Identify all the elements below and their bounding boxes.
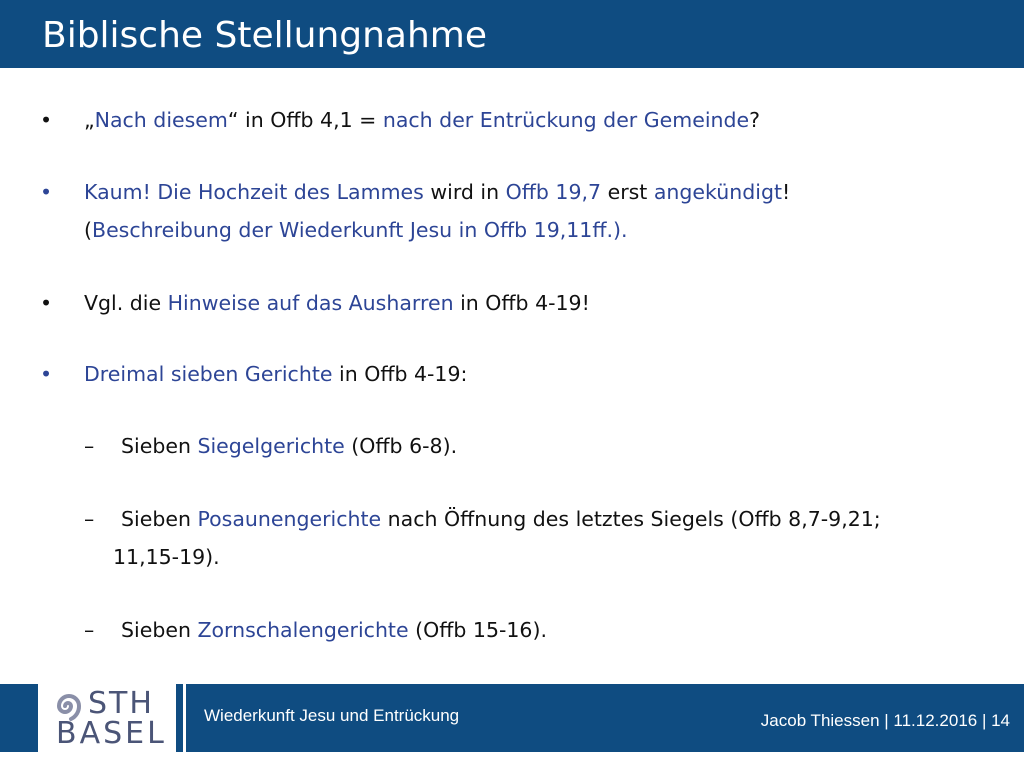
dash-marker: – <box>84 434 95 458</box>
sub-text: Sieben <box>121 434 198 458</box>
page-title: Biblische Stellungnahme <box>42 15 488 56</box>
bullet-text: in Offb 4-19: <box>332 362 468 386</box>
highlight-siegelgerichte: Siegelgerichte <box>197 434 345 458</box>
bullet-text: Vgl. die <box>84 291 168 315</box>
bullet-text: in Offb 4,1 = <box>238 108 383 132</box>
highlight-posaunengerichte: Posaunengerichte <box>197 507 382 531</box>
bullet-text: ( <box>84 218 92 242</box>
highlight-zornschalengerichte: Zornschalengerichte <box>197 618 409 642</box>
bullet-2-line-2 <box>84 216 628 244</box>
bullet-marker: • <box>40 180 53 204</box>
sub-text: Sieben <box>121 507 198 531</box>
highlight-hochzeit: Kaum! Die Hochzeit des Lammes <box>84 180 424 204</box>
highlight-beschreibung: Beschreibung der Wiederkunft Jesu in Offb 19,11ff.). <box>92 218 628 242</box>
highlight-dreimal-sieben: Dreimal sieben Gerichte <box>84 362 333 386</box>
sub-text: (Offb 15-16). <box>408 618 547 642</box>
bullet-marker: • <box>40 108 53 132</box>
quote-open: „ <box>84 108 95 132</box>
sub-item-2-line-2 <box>113 543 220 571</box>
sub-text: (Offb 6-8). <box>344 434 458 458</box>
bullet-marker: • <box>40 362 53 386</box>
logo-text-sth: STH <box>88 686 154 721</box>
highlight-angekuendigt: angekündigt <box>653 180 783 204</box>
highlight-offb-19-7: Offb 19,7 <box>505 180 602 204</box>
bullet-text: in Offb 4-19! <box>453 291 590 315</box>
dash-marker: – <box>84 507 95 531</box>
sub-text: Sieben <box>121 618 198 642</box>
bullet-text: wird in <box>423 180 506 204</box>
footer-author-date-page: Jacob Thiessen | 11.12.2016 | 14 <box>760 711 1010 730</box>
sub-text: nach Öffnung des letztes Siegels (Offb 8,7-9,21; <box>381 507 881 531</box>
highlight-nach-diesem: Nach diesem <box>94 108 228 132</box>
bullet-text: erst <box>601 180 654 204</box>
bullet-marker: • <box>40 291 53 315</box>
footer-divider <box>183 684 186 752</box>
footer-topic: Wiederkunft Jesu und Entrückung <box>204 706 460 725</box>
bullet-text: ! <box>782 180 791 204</box>
sub-text: 11,15-19). <box>113 545 220 569</box>
logo-text-basel: BASEL <box>56 716 167 751</box>
highlight-ausharren: Hinweise auf das Ausharren <box>167 291 454 315</box>
quote-close: “ <box>227 108 239 132</box>
highlight-entrueckung: nach der Entrückung der Gemeinde <box>382 108 750 132</box>
bullet-text: ? <box>749 108 761 132</box>
dash-marker: – <box>84 618 95 642</box>
